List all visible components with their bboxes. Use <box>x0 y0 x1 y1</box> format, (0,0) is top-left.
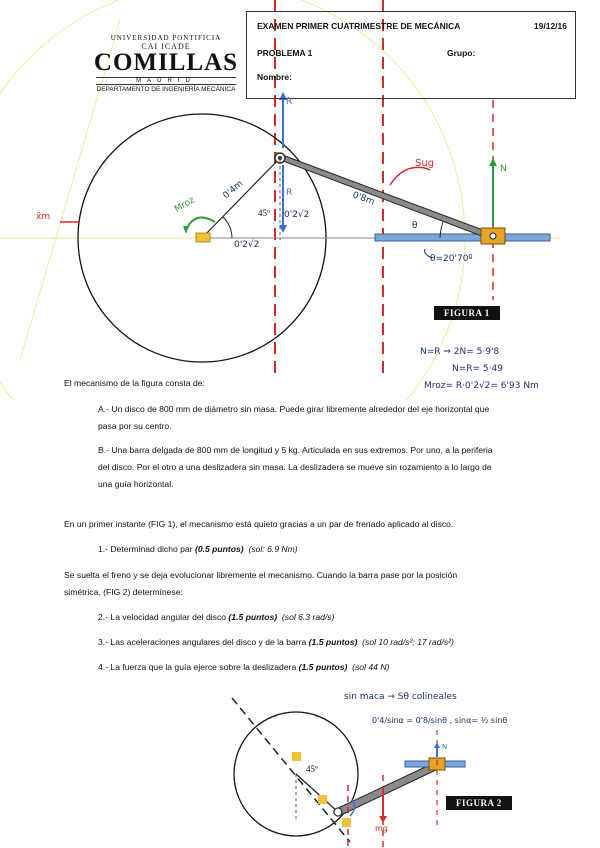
question-4-solution: (sol 44 N) <box>352 662 390 672</box>
fig1-bar-length: 0'8m <box>350 190 376 208</box>
first-instant-text: En un primer instante (FIG 1), el mecanismo está quieto gracias a un par de frenado aplicado al disco. <box>64 519 454 529</box>
logo-name: COMILLAS <box>93 49 239 76</box>
fig1-half-b: 0'2√2 <box>234 240 260 250</box>
part-b-line-3: una guía horizontal. <box>98 479 174 489</box>
fig1-half-a: 0'2√2 <box>284 210 310 220</box>
problem-statement <box>64 375 564 392</box>
fig1-r-top: R <box>286 97 293 107</box>
fig2-n-label: N <box>442 743 448 751</box>
name-label: Nombre: <box>257 72 292 82</box>
problem-number: PROBLEMA 1 <box>257 48 313 58</box>
fig2-angle-label: 45º <box>306 764 318 774</box>
question-2-text: 2.- La velocidad angular del disco <box>98 612 229 622</box>
question-2-points: (1.5 puntos) <box>228 612 278 622</box>
exam-header-box <box>246 11 576 99</box>
logo-department: DEPARTAMENTO DE INGENIERÍA MECÁNICA <box>96 86 236 93</box>
question-1 <box>98 541 578 558</box>
fig2-mg-label: mg <box>375 824 388 833</box>
fig1-n-label: N <box>500 164 507 174</box>
fig1-angle-label: 45º <box>258 208 270 218</box>
fig1-equation-3: Mroz= R·0'2√2= 6'93 Nm <box>424 381 539 391</box>
question-3-solution: (sol 10 rad/s²; 17 rad/s²) <box>362 637 454 647</box>
question-1-solution: (sol: 6.9 Nm) <box>248 544 298 554</box>
question-3-points: (1.5 puntos) <box>308 637 358 647</box>
fig2-sin-line: sin maca → Sθ colineales <box>344 692 457 702</box>
logo-university-text: UNIVERSIDAD PONTIFICIA <box>110 34 222 42</box>
question-4-text: 4.- La fuerza que la guía ejerce sobre la deslizadera <box>98 662 299 672</box>
part-b-line-2: del disco. Por el otro a una deslizadera sin masa. La deslizadera se mueve sin rozamiento a lo largo de <box>98 462 492 472</box>
figure-1-label: FIGURA 1 <box>434 306 500 320</box>
fig1-mroz-label: Mroz <box>172 195 197 215</box>
logo-cai-icade-text: CAI ICADE <box>141 42 191 51</box>
question-4-points: (1.5 puntos) <box>298 662 348 672</box>
figure-2-label: FIGURA 2 <box>446 796 512 810</box>
release-line-2: simétrica, (FIG 2) determínese: <box>64 587 183 597</box>
question-2-solution: (sol 6.3 rad/s) <box>281 612 335 622</box>
exam-title: EXAMEN PRIMER CUATRIMESTRE DE MECÁNICA <box>257 21 461 31</box>
fig2-ratio: 0'4/sinα = 0'8/sinθ , sinα= ½ sinθ <box>372 716 508 725</box>
question-1-text: 1.- Determinad dicho par <box>98 544 195 554</box>
question-3 <box>98 634 578 651</box>
figure-2-diagram <box>0 690 600 848</box>
statement-intro: El mecanismo de la figura consta de: <box>64 378 205 388</box>
fig1-theta: θ <box>412 221 418 231</box>
fig1-rcos-label: 0'4m <box>221 178 246 202</box>
fig1-r-mid: R <box>286 188 293 198</box>
logo-madrid: MADRID <box>96 77 236 85</box>
part-a-line-2: pasa por su centro. <box>98 421 172 431</box>
fig1-sug-label: Sug <box>415 158 435 169</box>
question-2 <box>98 609 578 626</box>
university-logo <box>86 34 246 93</box>
fig1-theta-value: θ=20'70º <box>430 254 473 264</box>
fig1-equation-2: N=R= 5·49 <box>452 364 503 374</box>
group-label: Grupo: <box>447 48 476 58</box>
fig1-xm-label: ẍm <box>36 212 51 222</box>
question-1-points: (0.5 puntos) <box>194 544 244 554</box>
part-b-line-1: B.- Una barra delgada de 800 mm de longitud y 5 kg. Articulada en sus extremos. Por uno, a la periferia <box>98 445 493 455</box>
fig1-equation-1: N=R ⇒ 2N= 5·9'8 <box>420 347 500 357</box>
part-a-line-1: A.- Un disco de 800 mm de diámetro sin masa. Puede girar libremente alrededor del eje horizontal que <box>98 404 490 414</box>
release-text <box>64 567 584 601</box>
exam-date: 19/12/16 <box>533 21 567 31</box>
question-3-text: 3.- Las aceleraciones angulares del disco y de la barra <box>98 637 309 647</box>
release-line-1: Se suelta el freno y se deja evolucionar libremente el mecanismo. Cuando la barra pase por la posición <box>64 570 458 580</box>
part-a <box>98 401 578 435</box>
question-4 <box>98 659 578 676</box>
part-b <box>98 442 578 493</box>
